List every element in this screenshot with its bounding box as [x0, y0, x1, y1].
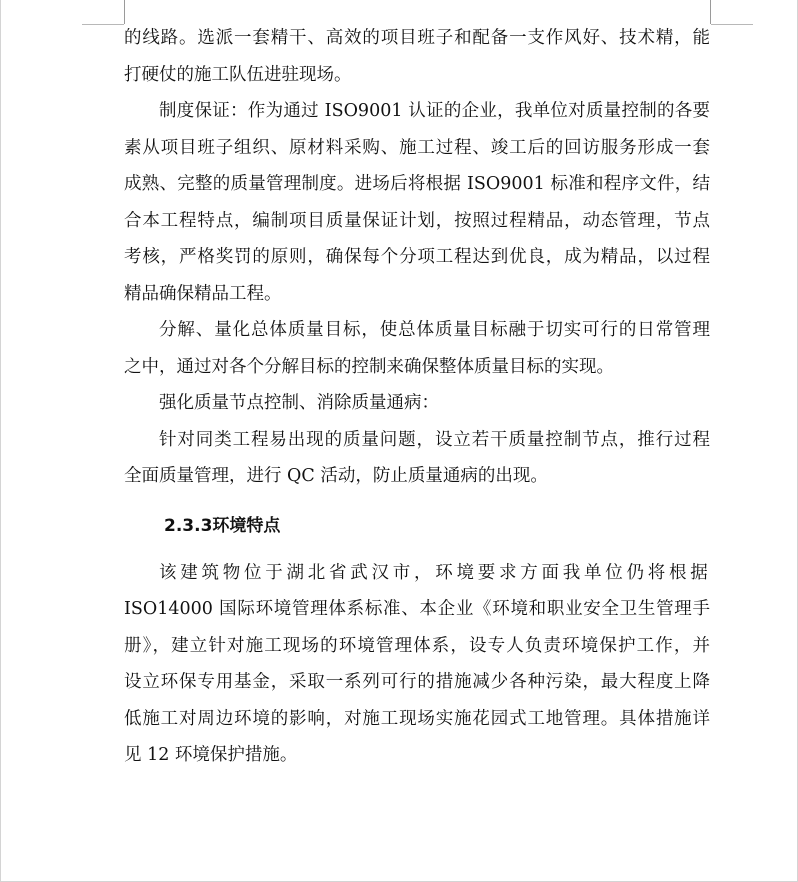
- paragraph-line: 合本工程特点，编制项目质量保证计划，按照过程精品，动态管理，节点: [124, 210, 710, 231]
- paragraph-line: 精品确保精品工程。: [124, 283, 282, 304]
- margin-corner-line-right: [711, 24, 753, 25]
- margin-corner-line-left: [82, 24, 124, 25]
- paragraph-line: 制度保证：作为通过 ISO9001 认证的企业，我单位对质量控制的各要: [159, 101, 710, 121]
- paragraph-line: 打硬仗的施工队伍进驻现场。: [124, 64, 352, 85]
- paragraph-line: 低施工对周边环境的影响，对施工现场实施花园式工地管理。具体措施详: [124, 708, 710, 729]
- paragraph-line: ISO14000 国际环境管理体系标准、本企业《环境和职业安全卫生管理手: [124, 599, 710, 619]
- paragraph-line: 素从项目班子组织、原材料采购、施工过程、竣工后的回访服务形成一套: [124, 137, 710, 158]
- section-heading: 2.3.3环境特点: [164, 515, 281, 536]
- paragraph-line: 成熟、完整的质量管理制度。进场后将根据 ISO9001 标准和程序文件，结: [124, 174, 710, 194]
- margin-corner-mark-right: [710, 0, 711, 24]
- paragraph-line: 全面质量管理，进行 QC 活动，防止质量通病的出现。: [124, 466, 548, 486]
- document-body: [124, 20, 710, 774]
- paragraph-line: 该建筑物位于湖北省武汉市，环境要求方面我单位仍将根据: [159, 562, 710, 583]
- paragraph-line: 的线路。选派一套精干、高效的项目班子和配备一支作风好、技术精，能: [124, 28, 710, 48]
- paragraph-line: 之中，通过对各个分解目标的控制来确保整体质量目标的实现。: [124, 356, 614, 377]
- paragraph-line: 强化质量节点控制、消除质量通病：: [159, 393, 439, 413]
- paragraph-line: 设立环保专用基金，采取一系列可行的措施减少各种污染，最大程度上降: [124, 672, 710, 692]
- paragraph-line: 分解、量化总体质量目标，使总体质量目标融于切实可行的日常管理: [159, 320, 710, 340]
- paragraph-line: 针对同类工程易出现的质量问题，设立若干质量控制节点，推行过程: [159, 429, 710, 450]
- paragraph-line: 册》，建立针对施工现场的环境管理体系，设专人负责环境保护工作，并: [124, 635, 710, 656]
- paragraph-line: 见 12 环境保护措施。: [124, 745, 298, 765]
- paragraph-line: 考核，严格奖罚的原则，确保每个分项工程达到优良，成为精品，以过程: [124, 247, 710, 267]
